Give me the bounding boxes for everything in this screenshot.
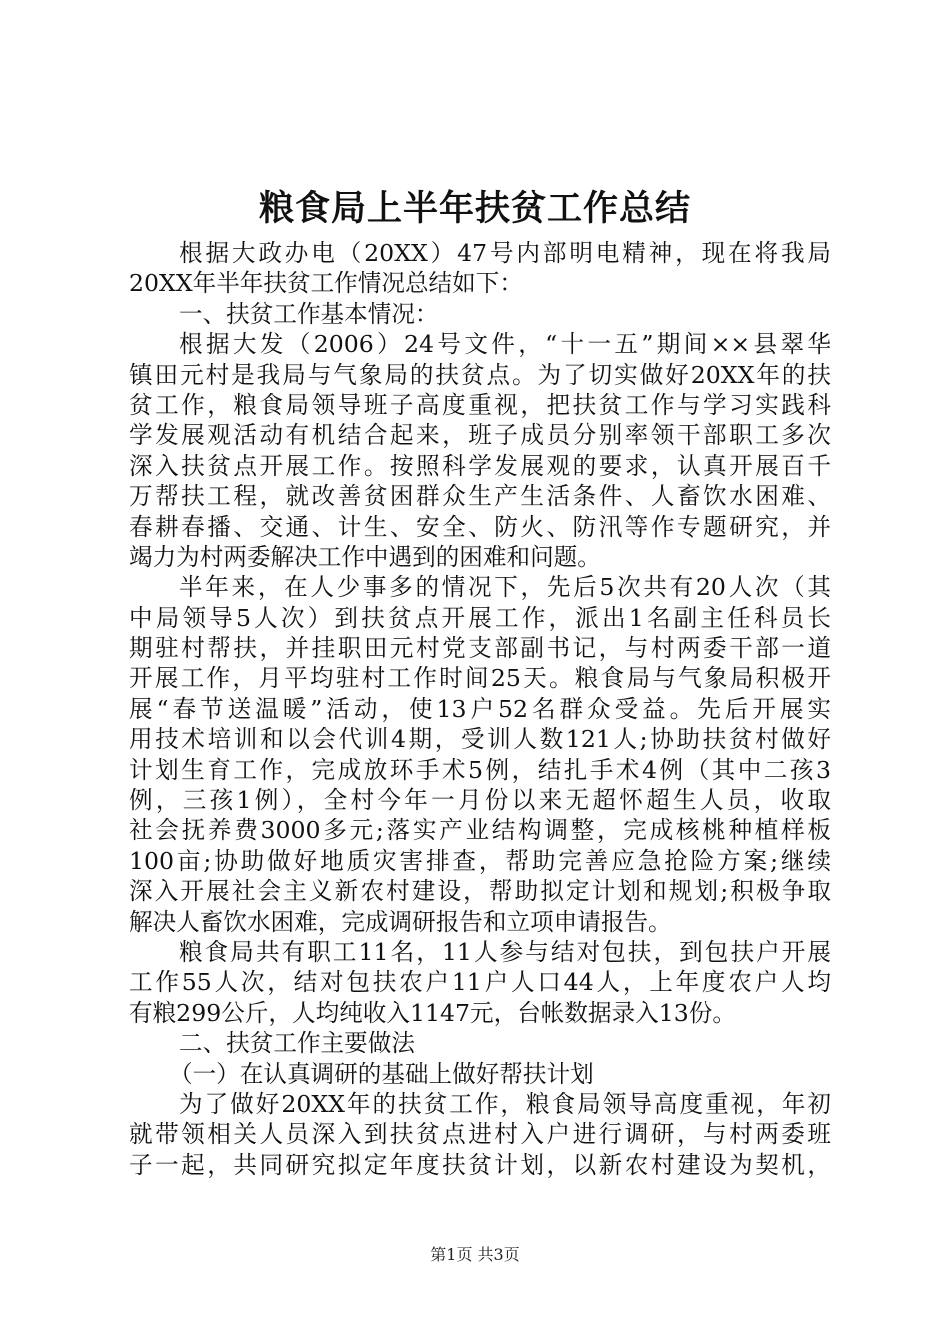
paragraph-line: 半年来，在人少事多的情况下，先后5次共有20人次（其 xyxy=(179,573,831,602)
paragraph-line: 镇田元村是我局与气象局的扶贫点。为了切实做好20XX年的扶 xyxy=(129,360,831,389)
paragraph-line: 根据大政办电（20XX）47号内部明电精神，现在将我局 xyxy=(179,239,831,267)
paragraph-line: 20XX年半年扶贫工作情况总结如下： xyxy=(129,269,523,298)
section-heading: 二、扶贫工作主要做法 xyxy=(179,1029,415,1058)
paragraph-line: 解决人畜饮水困难，完成调研报告和立项申请报告。 xyxy=(129,907,672,936)
subsection-heading: （一）在认真调研的基础上做好帮扶计划 xyxy=(169,1059,594,1088)
section-heading: 一、扶贫工作基本情况： xyxy=(179,299,439,328)
paragraph-line: 计划生育工作，完成放环手术5例，结扎手术4例（其中二孩3 xyxy=(129,755,831,784)
document-title: 粮食局上半年扶贫工作总结 xyxy=(258,189,691,229)
paragraph-line: 粮食局共有职工11名，11人参与结对包扶，到包扶户开展 xyxy=(179,937,831,966)
paragraph-line: 贫工作，粮食局领导班子高度重视，把扶贫工作与学习实践科 xyxy=(129,390,831,419)
document-body xyxy=(129,238,831,1180)
paragraph-line: 社会抚养费3000多元;落实产业结构调整，完成核桃种植样板 xyxy=(129,816,831,845)
paragraph-line: 例，三孩1例），全村今年一月份以来无超怀超生人员，收取 xyxy=(129,786,831,815)
paragraph-line: 为了做好20XX年的扶贫工作，粮食局领导高度重视，年初 xyxy=(179,1089,831,1118)
paragraph-line: 根据大发（2006）24号文件，“十一五”期间××县翠华 xyxy=(179,330,831,359)
paragraph-line: 子一起，共同研究拟定年度扶贫计划，以新农村建设为契机， xyxy=(129,1150,831,1179)
paragraph-line: 竭力为村两委解决工作中遇到的困难和问题。 xyxy=(129,542,601,571)
paragraph-line: 深入开展社会主义新农村建设，帮助拟定计划和规划;积极争取 xyxy=(129,877,831,906)
paragraph-line: 就带领相关人员深入到扶贫点进村入户进行调研，与村两委班 xyxy=(129,1120,831,1149)
paragraph-line: 开展工作，月平均驻村工作时间25天。粮食局与气象局积极开 xyxy=(129,664,831,693)
paragraph-line: 100亩;协助做好地质灾害排查，帮助完善应急抢险方案;继续 xyxy=(129,846,831,875)
paragraph-line: 春耕春播、交通、计生、安全、防火、防汛等作专题研究，并 xyxy=(129,512,831,541)
paragraph-line: 工作55人次，结对包扶农户11户人口44人，上年度农户人均 xyxy=(129,968,831,997)
paragraph-line: 展“春节送温暖”活动，使13户52名群众受益。先后开展实 xyxy=(129,694,831,723)
page-footer: 第1页 共3页 xyxy=(430,1245,520,1264)
paragraph-line: 用技术培训和以会代训4期，受训人数121人;协助扶贫村做好 xyxy=(129,725,831,754)
paragraph-line: 期驻村帮扶，并挂职田元村党支部副书记，与村两委干部一道 xyxy=(129,634,831,663)
paragraph-line: 深入扶贫点开展工作。按照科学发展观的要求，认真开展百千 xyxy=(129,451,831,480)
paragraph-line: 学发展观活动有机结合起来，班子成员分别率领干部职工多次 xyxy=(129,421,831,450)
paragraph-line: 中局领导5人次）到扶贫点开展工作，派出1名副主任科员长 xyxy=(129,603,831,632)
paragraph-line: 万帮扶工程，就改善贫困群众生产生活条件、人畜饮水困难、 xyxy=(129,482,831,511)
paragraph-line: 有粮299公斤，人均纯收入1147元，台帐数据录入13份。 xyxy=(129,998,736,1027)
